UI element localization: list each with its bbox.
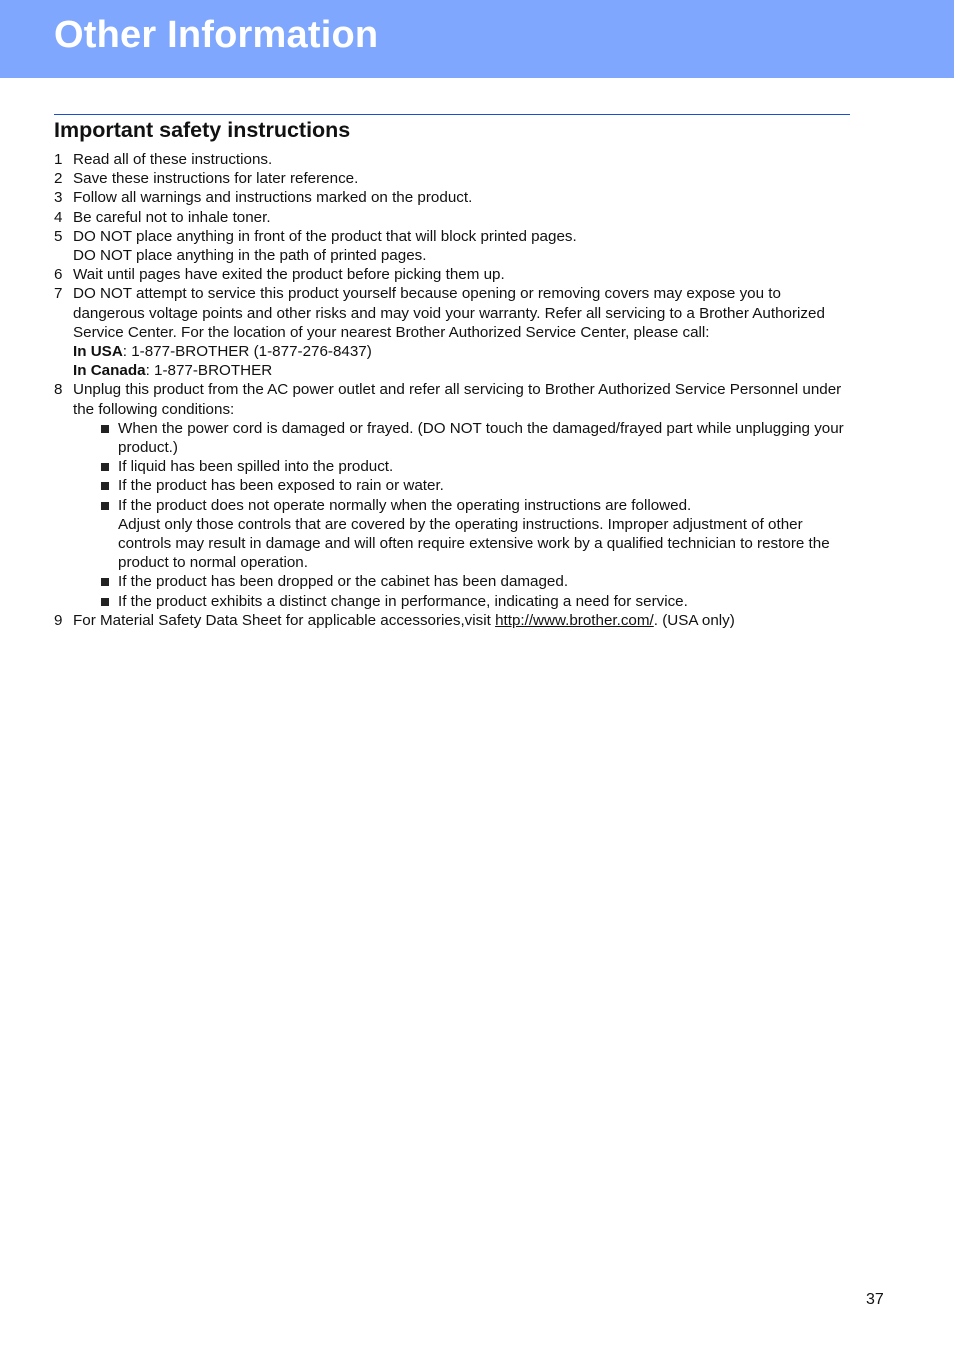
condition-text: When the power cord is damaged or frayed. (DO NOT touch the damaged/frayed part while unplugging your product.) (118, 419, 844, 457)
item-text-line2: DO NOT place anything in the path of printed pages. (73, 247, 427, 265)
square-bullet-icon (101, 598, 109, 606)
item-number: 8 (54, 381, 63, 399)
item-number: 9 (54, 611, 63, 629)
item-number: 1 (54, 151, 63, 168)
list-item (54, 150, 854, 169)
item-text: DO NOT place anything in front of the product that will block printed pages. (73, 227, 577, 245)
item-text: Unplug this product from the AC power outlet and refer all servicing to Brother Authorized Service Personnel under the following conditions: (73, 381, 842, 418)
usa-contact (73, 342, 854, 361)
instruction-list (54, 150, 854, 630)
square-bullet-icon (101, 463, 109, 471)
item-text: Wait until pages have exited the product before picking them up. (73, 266, 505, 284)
usa-phone: : 1-877-BROTHER (1-877-276-8437) (122, 343, 372, 361)
item-text-suffix: . (USA only) (653, 611, 735, 629)
canada-contact (73, 361, 854, 380)
condition-item (118, 419, 854, 457)
item-text: For Material Safety Data Sheet for applicable accessories,visit (73, 611, 496, 629)
list-item (54, 169, 854, 188)
condition-text: If liquid has been spilled into the product. (118, 458, 394, 476)
condition-note: Adjust only those controls that are covered by the operating instructions. Improper adjustment of other controls may result in damage and will often require extensive work by a qualified technician to restore the product to normal operation. (118, 515, 830, 572)
item-number: 2 (54, 170, 63, 188)
square-bullet-icon (101, 425, 109, 433)
item-number: 3 (54, 189, 63, 207)
item-number: 6 (54, 266, 63, 284)
square-bullet-icon (101, 578, 109, 586)
condition-item (118, 592, 854, 611)
item-text: Read all of these instructions. (73, 151, 273, 168)
list-item (54, 380, 854, 610)
square-bullet-icon (101, 482, 109, 490)
canada-phone: : 1-877-BROTHER (145, 362, 273, 380)
item-number: 7 (54, 285, 63, 303)
item-text: DO NOT attempt to service this product yourself because opening or removing covers may expose you to dangerous voltage points and other risks and may void your warranty. Refer all servicing to a Brother Authorized Service Center. For the location of your nearest Brother Authorized Service Center, please call: (73, 285, 825, 341)
condition-text: If the product has been exposed to rain or water. (118, 477, 444, 495)
item-number: 5 (54, 227, 63, 245)
condition-item (118, 457, 854, 476)
header-banner (0, 0, 954, 78)
list-item (54, 265, 854, 284)
condition-text: If the product exhibits a distinct change in performance, indicating a need for service. (118, 592, 688, 610)
section-title: Important safety instructions (54, 118, 351, 142)
page-title: Other Information (54, 14, 379, 56)
condition-item (118, 496, 854, 573)
usa-label: In USA (73, 343, 123, 361)
condition-item (118, 572, 854, 591)
list-item (54, 208, 854, 227)
list-item (54, 284, 854, 380)
canada-label: In Canada (73, 362, 146, 380)
section-divider (54, 114, 850, 115)
brother-website-link[interactable]: http://www.brother.com/ (495, 611, 654, 629)
page-number: 37 (866, 1291, 884, 1308)
item-text: Save these instructions for later reference. (73, 170, 359, 188)
item-number: 4 (54, 208, 63, 226)
list-item (54, 188, 854, 207)
square-bullet-icon (101, 502, 109, 510)
condition-text: If the product has been dropped or the cabinet has been damaged. (118, 573, 569, 591)
condition-list (73, 419, 854, 611)
condition-item (118, 476, 854, 495)
item-text: Follow all warnings and instructions marked on the product. (73, 189, 473, 207)
item-text: Be careful not to inhale toner. (73, 208, 271, 226)
list-item (54, 611, 854, 630)
condition-text: If the product does not operate normally when the operating instructions are followed. (118, 496, 692, 514)
list-item (54, 227, 854, 265)
